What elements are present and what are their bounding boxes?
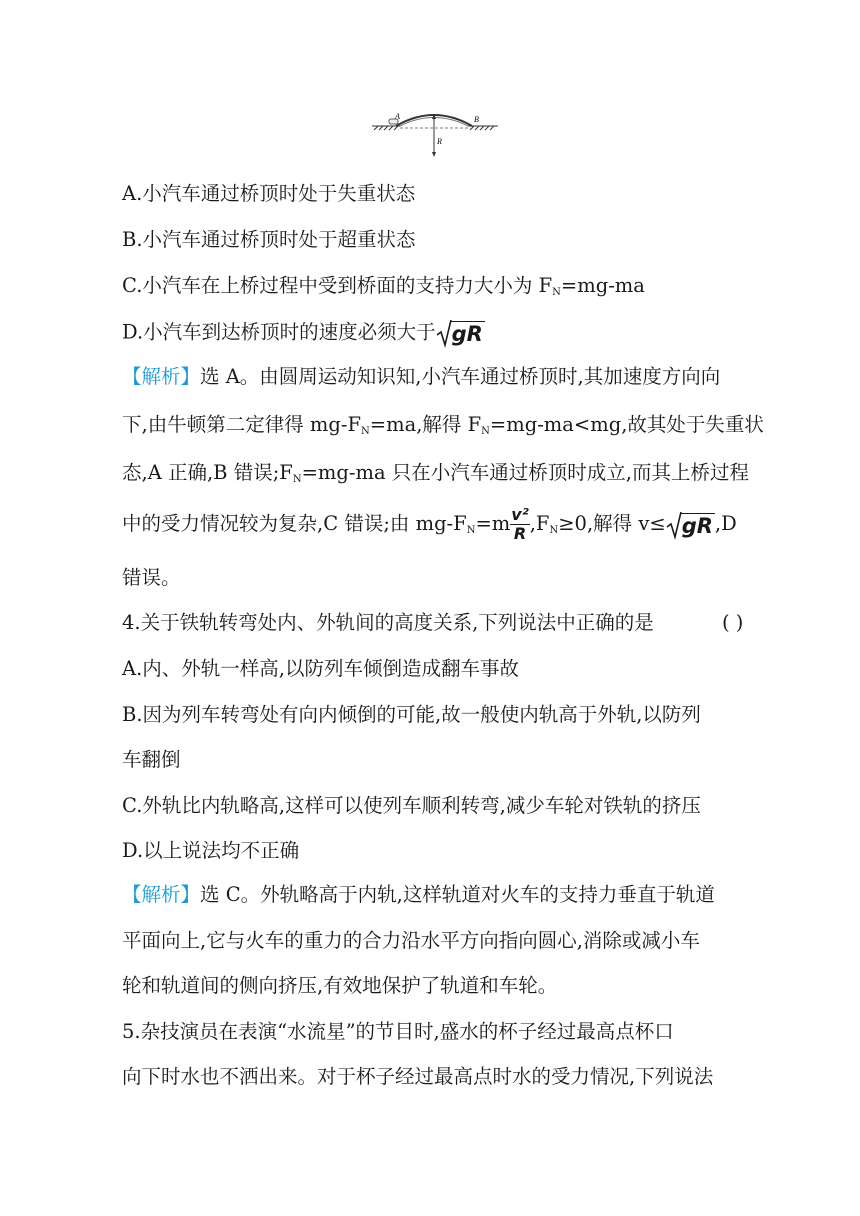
analysis-tag: 【解析】 [122, 365, 201, 388]
arrow-head-down [432, 152, 436, 157]
ground-left [372, 126, 400, 130]
q3-option-c: C.小汽车在上桥过程中受到桥面的支持力大小为 $F_N=mg-ma$ [122, 274, 645, 298]
q4-option-a: A.内、外轨一样高,以防列车倾倒造成翻车事故 [122, 657, 519, 680]
q5-stem-line-2: 向下时水也不洒出来。对于杯子经过最高点时水的受力情况,下列说法 [122, 1065, 714, 1088]
q4-option-d: D.以上说法均不正确 [122, 839, 300, 862]
q5-stem-line-1: 5.杂技演员在表演“水流星”的节目时,盛水的杯子经过最高点杯口 [122, 1020, 674, 1043]
q3-option-a: A.小汽车通过桥顶时处于失重状态 [122, 182, 416, 205]
q4-analysis-line-1: 【解析】选 C。外轨略高于内轨,这样轨道对火车的支持力垂直于轨道 [122, 883, 715, 906]
q4-option-b-line-1: B.因为列车转弯处有向内倾倒的可能,故一般使内轨高于外轨,以防列 [122, 703, 701, 726]
q3-option-d: D.小汽车到达桥顶时的速度必须大于 gR [122, 318, 485, 348]
q3-analysis-line-5: 错误。 [122, 566, 181, 589]
q4-option-b-line-2: 车翻倒 [122, 748, 181, 771]
label-r: R [437, 137, 442, 146]
q3-analysis-line-4: 中的受力情况较为复杂,C 错误;由 $mg-F_N=m$ $\frac{\text{v²}}{R}$ $,F_N\ge 0$,解得 v≤ gR ,D [122, 505, 737, 543]
q4-stem: 4.关于铁轨转弯处内、外轨间的高度关系,下列说法中正确的是 [122, 611, 654, 634]
sqrt-gr: gR [436, 318, 485, 348]
q3-analysis-line-3: 态,A 正确,B 错误$;F_N=mg-ma$ 只在小汽车通过桥顶时成立,而其上桥过程 [122, 461, 749, 485]
label-b: B [474, 115, 479, 124]
q4-analysis-line-2: 平面向上,它与火车的重力的合力沿水平方向指向圆心,消除或减小车 [122, 929, 700, 952]
sqrt-gr-2: gR [666, 508, 715, 542]
q3-analysis-line-2: 下,由牛顿第二定律得 $mg-F_N=ma$,解得 $F_N=mg-ma<mg$,故其处于失重状 [122, 413, 764, 437]
q3-option-b: B.小汽车通过桥顶时处于超重状态 [122, 228, 416, 251]
ground-right [468, 126, 498, 130]
q4-option-c: C.外轨比内轨略高,这样可以使列车顺利转弯,减少车轮对铁轨的挤压 [122, 794, 701, 817]
q3-analysis-line-1: 【解析】选 A。由圆周运动知识知,小汽车通过桥顶时,其加速度方向向 [122, 365, 721, 388]
bridge-figure [368, 108, 502, 164]
q4-answer-paren: ( ) [722, 611, 744, 634]
q4-analysis-line-3: 轮和轨道间的侧向挤压,有效地保护了轨道和车轮。 [122, 974, 558, 997]
analysis-tag: 【解析】 [122, 883, 201, 906]
fraction-v2-over-r: $\frac{\text{v²}}{R}$ [511, 505, 529, 543]
label-a: A [395, 112, 400, 121]
